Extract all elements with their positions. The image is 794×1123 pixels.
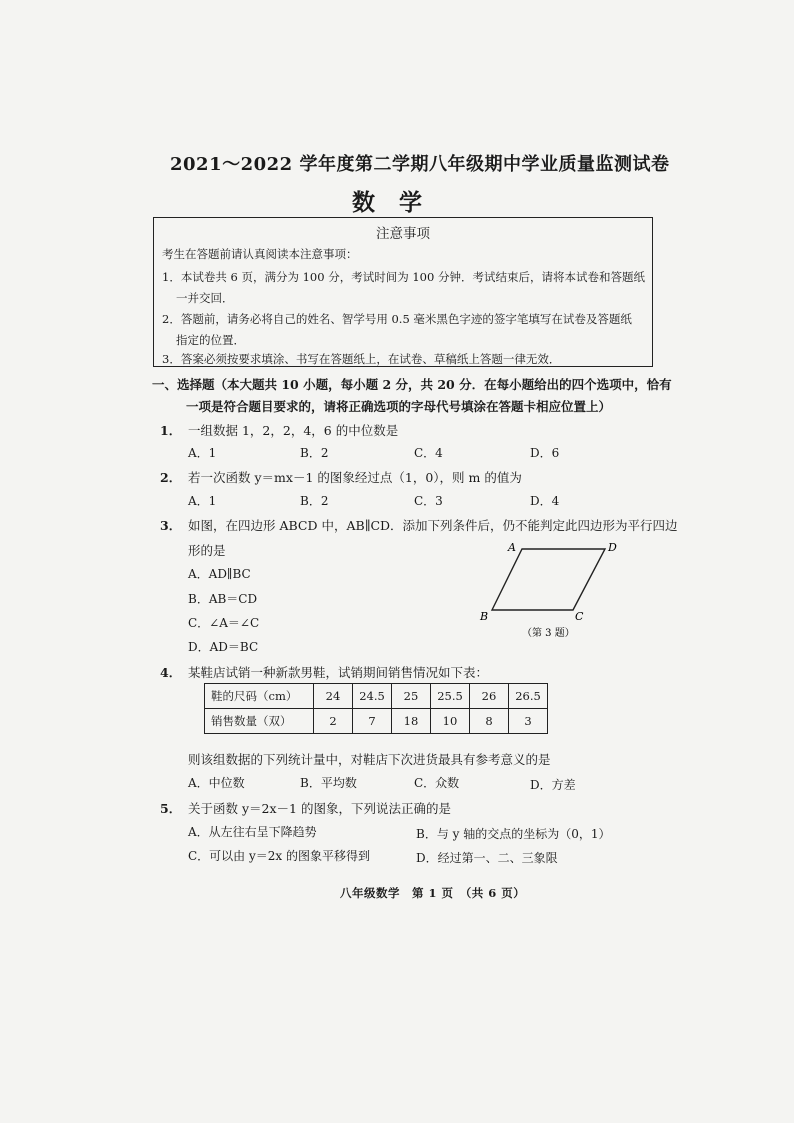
notice-line: 3．答案必须按要求填涂、书写在答题纸上，在试卷、草稿纸上答题一律无效．	[162, 352, 561, 366]
option-d: D．6	[530, 446, 560, 460]
question-number: 3．	[160, 518, 182, 533]
table-cell: 26	[470, 684, 509, 709]
question-stem: 某鞋店试销一种新款男鞋，试销期间销售情况如下表：	[188, 665, 489, 680]
shoe-sales-table	[204, 683, 548, 734]
table-row-header: 销售数量（双）	[205, 709, 314, 734]
option-a: A．中位数	[188, 776, 245, 790]
notice-intro: 考生在答题前请认真阅读本注意事项：	[162, 247, 358, 261]
option-c: C．∠A＝∠C	[188, 616, 260, 630]
option-a: A．从左往右呈下降趋势	[188, 825, 317, 839]
question-number: 2．	[160, 470, 182, 485]
table-cell: 24	[314, 684, 353, 709]
table-cell: 25.5	[431, 684, 470, 709]
question-number: 1．	[160, 423, 182, 438]
table-cell: 7	[353, 709, 392, 734]
option-a: A．1	[188, 446, 217, 460]
subject-heading: 数学	[352, 189, 446, 216]
exam-title: 2021～2022 学年度第二学期八年级期中学业质量监测试卷	[170, 154, 670, 175]
parallelogram-figure	[470, 536, 630, 656]
question-stem-cont: 形的是	[188, 543, 226, 558]
option-a: A．1	[188, 494, 217, 508]
table-cell: 2	[314, 709, 353, 734]
section-heading-line2: 一项是符合题目要求的，请将正确选项的字母代号填涂在答题卡相应位置上）	[186, 399, 612, 414]
table-cell: 24.5	[353, 684, 392, 709]
option-c: C．4	[414, 446, 443, 460]
table-cell: 3	[509, 709, 548, 734]
option-d: D．经过第一、二、三象限	[416, 851, 558, 865]
section-heading-line1: 一、选择题（本大题共 10 小题，每小题 2 分，共 20 分．在每小题给出的四个选项中，恰有	[152, 377, 672, 392]
page-footer: 八年级数学 第 1 页 （共 6 页）	[340, 886, 526, 900]
question-number: 5．	[160, 801, 182, 816]
question-stem: 关于函数 y＝2x－1 的图象，下列说法正确的是	[188, 801, 451, 816]
option-d: D．4	[530, 494, 560, 508]
option-b: B．平均数	[300, 776, 357, 790]
table-row	[205, 709, 548, 734]
table-cell: 10	[431, 709, 470, 734]
option-c: C．3	[414, 494, 443, 508]
option-d: D．方差	[530, 778, 576, 792]
vertex-label-b: B	[480, 610, 489, 623]
table-cell: 26.5	[509, 684, 548, 709]
notice-box	[153, 217, 653, 367]
option-b: B．与 y 轴的交点的坐标为（0，1）	[416, 827, 611, 841]
quadrilateral-abcd	[492, 549, 605, 610]
question-stem: 一组数据 1，2，2，4，6 的中位数是	[188, 423, 399, 438]
table-cell: 8	[470, 709, 509, 734]
notice-line: 2．答题前，请务必将自己的姓名、智学号用 0.5 毫米黑色字迹的签字笔填写在试卷及答题纸	[162, 312, 632, 326]
option-c: C．可以由 y＝2x 的图象平移得到	[188, 849, 370, 863]
option-c: C．众数	[414, 776, 460, 790]
table-cell: 18	[392, 709, 431, 734]
option-b: B．AB＝CD	[188, 592, 258, 606]
table-cell: 25	[392, 684, 431, 709]
option-b: B．2	[300, 446, 329, 460]
notice-line: 一并交回．	[176, 291, 234, 305]
question-stem: 如图，在四边形 ABCD 中，AB∥CD．添加下列条件后，仍不能判定此四边形为平行四边	[188, 518, 678, 533]
question-number: 4．	[160, 665, 182, 680]
option-b: B．2	[300, 494, 329, 508]
table-row-header: 鞋的尺码（cm）	[205, 684, 314, 709]
notice-heading: 注意事项	[376, 226, 430, 242]
figure-caption: （第 3 题）	[522, 628, 575, 639]
notice-line: 指定的位置．	[176, 333, 245, 347]
question-stem: 若一次函数 y＝mx－1 的图象经过点（1，0），则 m 的值为	[188, 470, 522, 485]
vertex-label-c: C	[575, 610, 584, 623]
option-a: A．AD∥BC	[188, 567, 251, 581]
table-row	[205, 684, 548, 709]
vertex-label-a: A	[508, 541, 516, 554]
option-d: D．AD＝BC	[188, 640, 259, 654]
vertex-label-d: D	[608, 541, 617, 554]
question-followup: 则该组数据的下列统计量中，对鞋店下次进货最具有参考意义的是	[188, 752, 551, 767]
notice-line: 1．本试卷共 6 页，满分为 100 分，考试时间为 100 分钟．考试结束后，请将本试卷和答题纸	[162, 270, 645, 284]
